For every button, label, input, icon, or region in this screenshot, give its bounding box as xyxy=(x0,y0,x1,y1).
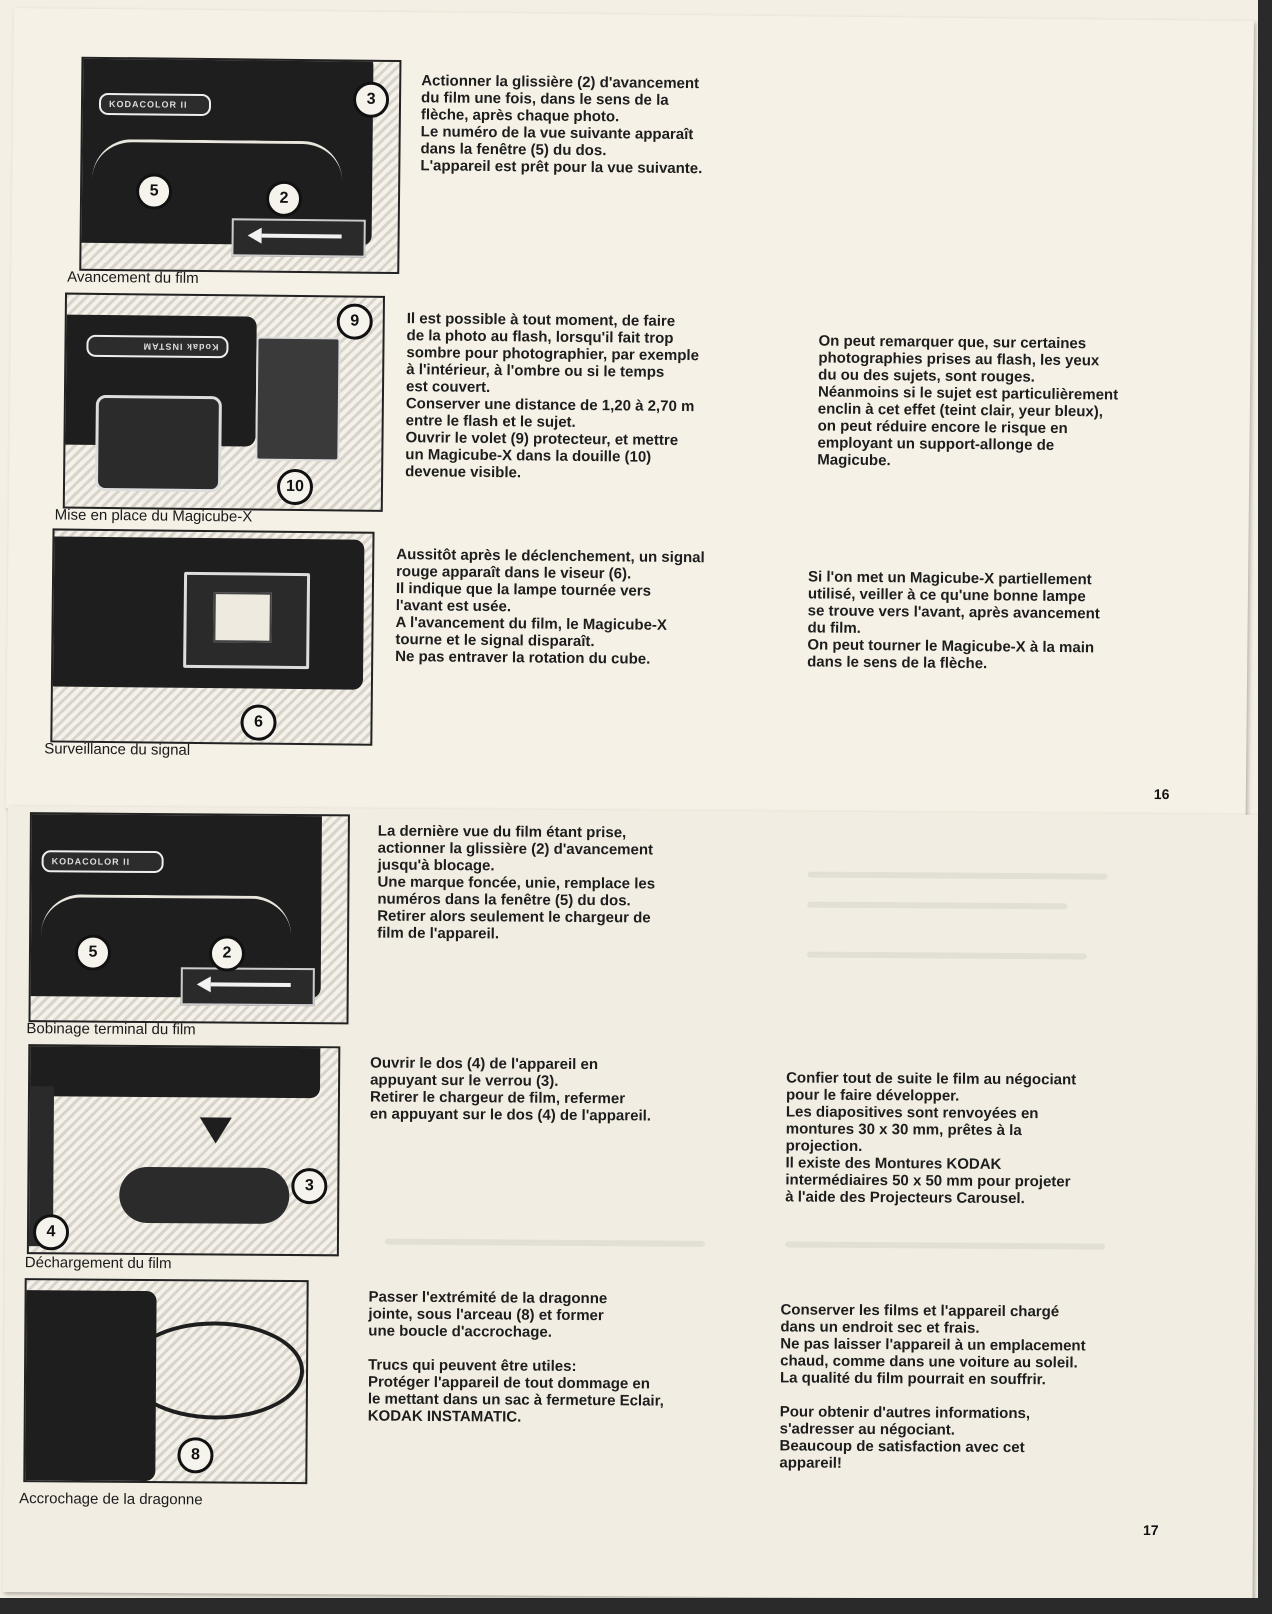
advance-arrow-head xyxy=(197,976,211,992)
page-number: 17 xyxy=(1142,1521,1159,1539)
lens-housing xyxy=(95,395,222,492)
final-winding-figure xyxy=(28,812,349,1024)
figure-caption: Bobinage terminal du film xyxy=(26,1020,196,1039)
bleed-through xyxy=(785,1241,1105,1249)
magicube-socket xyxy=(255,337,340,462)
page-17 xyxy=(3,806,1258,1601)
bleed-through xyxy=(385,1239,705,1247)
film-cartridge xyxy=(119,1167,289,1224)
viewfinder-glass xyxy=(213,592,272,643)
camera-back-illustration xyxy=(27,1044,321,1098)
kodak-instamatic-label xyxy=(86,335,228,358)
instruction-text: Il est possible à tout moment, de faire de la photo au flash, lorsqu'il fait trop sombre pour photographier, par exemple à l'intérieur, à l'ombre ou si le temps est couvert. Conserver une distance de 1,20 à 2,70 m entre le flash et le sujet. Ouvrir le volet (9) protecteur, et mettre un Magicube-X dans la douille (10) devenue visible. xyxy=(405,310,700,482)
callout-badge: 3 xyxy=(291,1168,327,1204)
kodacolor-label xyxy=(99,93,211,116)
instruction-text: Aussitôt après le déclenchement, un signal rouge apparaît dans le viseur (6). Il indique que la lampe tournée vers l'avant est usée. A l'avancement du film, le Magicube-X tourne et le signal disparaît. Ne pas entraver la rotation du cube. xyxy=(395,546,705,668)
camera-edge-line xyxy=(92,139,342,185)
figure-caption: Accrochage de la dragonne xyxy=(19,1490,203,1509)
magicube-figure xyxy=(63,293,385,512)
advance-arrow-head xyxy=(248,227,262,243)
side-note-text: Conserver les films et l'appareil chargé dans un endroit sec et frais. Ne pas laisser l'appareil à un emplacement chaud, comme dans une voiture au soleil. La qualité du film pourrait en souffrir. Pour obtenir d'autres informations, s'adresser au négociant. Beaucoup de satisfaction avec cet appareil! xyxy=(779,1301,1086,1472)
advance-arrow-line xyxy=(262,234,342,239)
callout-badge: 2 xyxy=(209,935,245,971)
camera-edge-line xyxy=(41,894,291,939)
signal-figure xyxy=(50,528,374,745)
advance-arrow-line xyxy=(211,982,291,987)
callout-badge: 5 xyxy=(75,934,111,970)
kodak-label-text: Kodak INSTAM xyxy=(142,341,219,353)
film-advance-figure xyxy=(79,57,401,274)
instruction-text: La dernière vue du film étant prise, actionner la glissière (2) d'avancement jusqu'à blocage. Une marque foncée, unie, remplace les numéros dans la fenêtre (5) du dos. Retirer alors seulement le chargeur de film de l'appareil. xyxy=(377,822,656,943)
page-16 xyxy=(6,8,1254,821)
book-bottom-shadow xyxy=(0,1598,1272,1614)
callout-badge: 9 xyxy=(337,303,373,339)
side-note-text: Confier tout de suite le film au négociant pour le faire développer. Les diapositives sont renvoyées en montures 30 x 30 mm, prêtes à la projection. Il existe des Montures KODAK intermédiaires 50 x 50 mm pour projeter à l'aide des Projecteurs Carousel. xyxy=(785,1069,1077,1208)
instruction-text: Passer l'extrémité de la dragonne jointe, sous l'arceau (8) et former une boucle d'accrochage. Trucs qui peuvent être utiles: Protéger l'appareil de tout dommage en le mettant dans un sac à fermeture Eclair, KODAK INSTAMATIC. xyxy=(367,1288,664,1426)
callout-badge: 2 xyxy=(266,181,302,217)
kodacolor-label-text: KODACOLOR II xyxy=(51,856,131,867)
strap-loop xyxy=(126,1321,305,1420)
instruction-text: Ouvrir le dos (4) de l'appareil en appuyant sur le verrou (3). Retirer le chargeur de film, refermer en appuyant sur le dos (4) de l'appareil. xyxy=(369,1054,652,1125)
kodacolor-label-text: KODACOLOR II xyxy=(108,99,188,110)
kodacolor-label xyxy=(42,850,164,873)
down-arrow-icon xyxy=(200,1117,232,1143)
callout-badge: 10 xyxy=(277,469,313,505)
callout-badge: 4 xyxy=(33,1214,69,1250)
book-spine-shadow xyxy=(1258,0,1272,1614)
bleed-through xyxy=(808,872,1108,880)
film-unloading-figure xyxy=(27,1044,340,1256)
bleed-through xyxy=(807,952,1087,960)
callout-badge: 3 xyxy=(353,82,389,118)
figure-caption: Avancement du film xyxy=(67,268,199,287)
figure-caption: Mise en place du Magicube-X xyxy=(54,506,253,526)
figure-caption: Déchargement du film xyxy=(24,1254,172,1273)
side-note-text: Si l'on met un Magicube-X partiellement utilisé, veiller à ce qu'une bonne lampe se trouve vers l'avant, après avancement du film. On peut tourner le Magicube-X à la main dans le sens de la flèche. xyxy=(807,568,1100,673)
page-number: 16 xyxy=(1153,785,1170,803)
instruction-text: Actionner la glissière (2) d'avancement du film une fois, dans le sens de la flèche, après chaque photo. Le numéro de la vue suivante apparaît dans la fenêtre (5) du dos. L'appareil est prêt pour la vue suivante. xyxy=(420,72,703,178)
callout-badge: 8 xyxy=(177,1437,213,1473)
callout-badge: 5 xyxy=(136,173,172,209)
callout-badge: 6 xyxy=(240,704,276,740)
wrist-strap-figure xyxy=(23,1278,308,1484)
bleed-through xyxy=(807,902,1067,910)
side-note-text: On peut remarquer que, sur certaines photographies prises au flash, les yeux du ou des sujets, sont rouges. Néanmoins si le sujet est particulièrement enclin à cet effet (teint clair, yeur bleux), on peut réduire encore le risque en employant un support-allonge de Magicube. xyxy=(817,332,1119,470)
figure-caption: Surveillance du signal xyxy=(44,740,191,759)
